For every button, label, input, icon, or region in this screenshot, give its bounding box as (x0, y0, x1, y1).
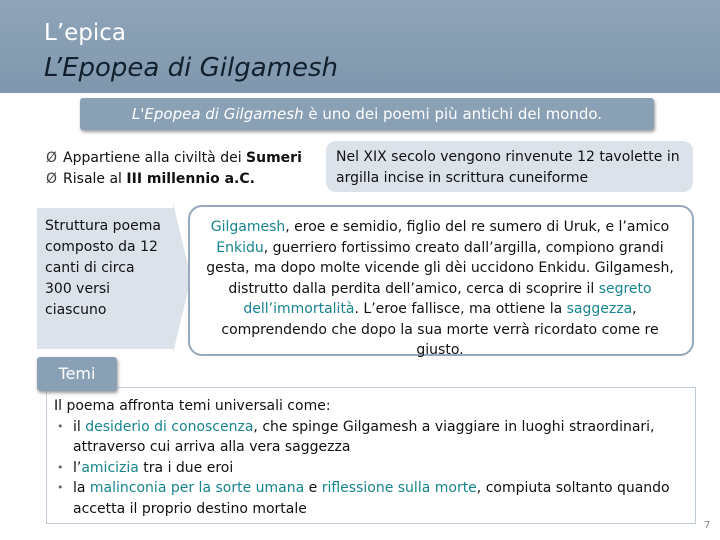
themes-body (54, 396, 690, 519)
hero-name: Gilgamesh (210, 219, 286, 235)
story-box (188, 205, 694, 356)
theme-text: , compiuta soltanto quando accetta il proprio destino mortale (73, 480, 670, 517)
theme-highlight: amicizia (81, 459, 139, 476)
slide-header (0, 0, 720, 93)
page-title: L’Epopea di Gilgamesh (44, 53, 338, 83)
theme-text: la (73, 480, 90, 496)
theme-highlight: malinconia per la sorte umana (89, 480, 305, 496)
story-text: , comprendendo che dopo la sua morte verrà ricordato come re giusto. (221, 301, 659, 358)
arrow-bullet-icon: Ø (46, 171, 58, 187)
intro-banner (80, 98, 654, 130)
themes-intro: Il poema affronta temi universali come: (54, 398, 331, 414)
list-item (54, 458, 690, 479)
story-text: , eroe e semidio, figlio del re sumero di Uruk, e l’amico (285, 219, 670, 235)
theme-text: tra i due eroi (138, 459, 234, 476)
bullet-icon: • (57, 419, 64, 433)
story-text: . L’eroe fallisce, ma ottiene la (354, 301, 567, 317)
bullet-icon: • (57, 481, 64, 494)
theme-highlight: riflessione sulla morte (321, 480, 477, 496)
structure-text: Struttura poema composto da 12 canti di circa 300 versi ciascuno (45, 218, 161, 318)
fact-bold: III millennio a.C. (126, 171, 255, 187)
fact-text: Appartiene alla civiltà dei (63, 150, 247, 166)
themes-tab: Temi (37, 357, 117, 391)
theme-highlight: desiderio di conoscenza (85, 418, 254, 435)
theme-text: e (304, 480, 322, 496)
section-title: L’epica (44, 20, 127, 46)
friend-name: Enkidu (216, 239, 264, 256)
story-text: , guerriero fortissimo creato dall’argilla, compiono grandi gesta, ma dopo molte vicende gli dèi uccidono Enkidu. Gilgamesh, distrutto dalla perdita dell’amico, cerca di scoprire il (206, 239, 674, 297)
list-item (54, 417, 690, 458)
banner-italic: L'Epopea di Gilgamesh (131, 105, 304, 123)
themes-list (54, 417, 690, 520)
theme-text: , che spinge Gilgamesh a viaggiare in luoghi straordinari, attraverso cui arriva alla vera saggezza (73, 418, 655, 455)
fact-bold: Sumeri (246, 150, 302, 166)
bullet-icon: • (57, 460, 64, 474)
theme-text: il (73, 418, 86, 435)
fact-item (46, 169, 302, 190)
banner-text: è uno dei poemi più antichi del mondo. (303, 105, 603, 123)
arrow-bullet-icon: Ø (46, 150, 58, 166)
story-highlight: segreto dell’immortalità (243, 280, 652, 317)
structure-box (37, 208, 173, 349)
tablets-text: Nel XIX secolo vengono rinvenute 12 tavolette in argilla incise in scrittura cuneiforme (336, 149, 680, 186)
list-item (54, 478, 690, 519)
fact-item (46, 148, 302, 169)
page-number: 7 (704, 520, 711, 531)
facts-list (46, 148, 302, 190)
story-highlight: saggezza (566, 301, 633, 317)
theme-text: l’ (73, 459, 82, 476)
tablets-box (326, 141, 693, 192)
fact-text: Risale al (63, 171, 127, 187)
